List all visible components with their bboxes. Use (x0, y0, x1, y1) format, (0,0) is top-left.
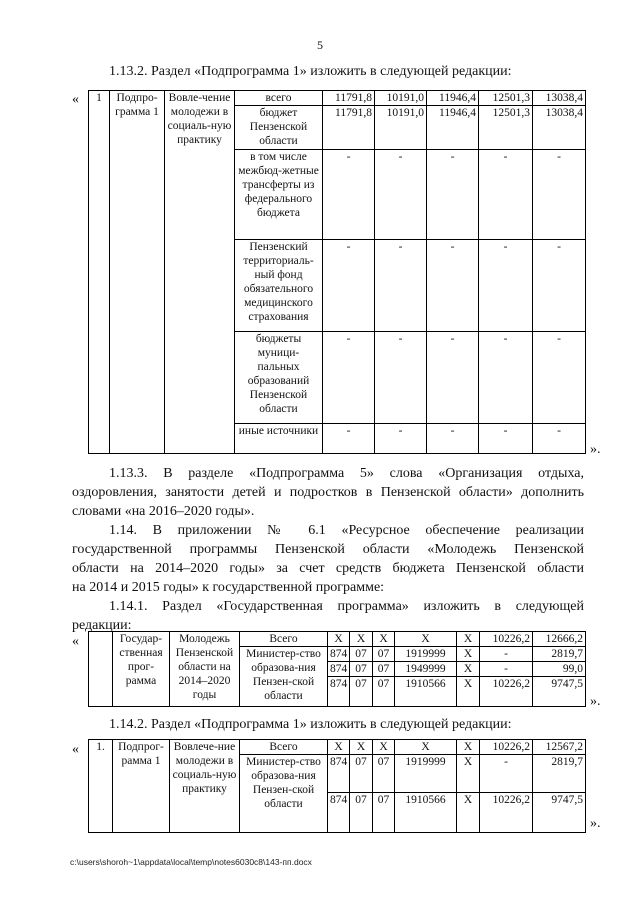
t2-cell: 2819,7 (533, 647, 586, 662)
t2-total-label: Всего (240, 632, 328, 647)
t2-cell: 10226,2 (480, 632, 533, 647)
t1-program-goal: Вовле-чение молодежи в социаль-ную практику (165, 91, 235, 454)
t2-cell: 12666,2 (533, 632, 586, 647)
t2-cell: 10226,2 (480, 677, 533, 707)
t3-cell: 2819,7 (533, 755, 586, 793)
t2-cell: 1949999 (395, 662, 457, 677)
close-quote-1: ». (590, 442, 601, 457)
t3-cell: 9747,5 (533, 793, 586, 833)
t1-value: 11791,8 (323, 91, 375, 106)
t2-cell: X (350, 632, 373, 647)
t1-label: иные источники (235, 424, 323, 454)
paragraph-1-14-line-3: области на 2014–2020 годы» за счет средств бюджета Пензенской области (72, 561, 584, 576)
t2-cell: 874 (328, 677, 350, 707)
subprogram-1-table (88, 90, 586, 454)
t3-cell: X (457, 755, 480, 793)
t1-value: - (375, 424, 427, 454)
t3-cell: 07 (373, 755, 395, 793)
t3-cell: X (350, 740, 373, 755)
t1-row-number: 1 (89, 91, 110, 454)
t3-cell: 10226,2 (480, 740, 533, 755)
t2-cell: 99,0 (533, 662, 586, 677)
paragraph-1-14-line-2: государственной программы Пензенской области «Молодежь Пензенской (72, 542, 584, 557)
t2-cell: 1910566 (395, 677, 457, 707)
t1-label: в том числе межбюд-жетные трансферты из федерального бюджета (235, 150, 323, 240)
t2-row-number (89, 632, 113, 707)
t1-label: Пензенский территориаль-ный фонд обязательного медицинского страхования (235, 240, 323, 332)
t2-cell: 07 (350, 662, 373, 677)
open-quote-2: « (72, 634, 79, 649)
t2-cell: - (480, 662, 533, 677)
t1-value: - (375, 332, 427, 424)
t2-cell: 07 (350, 677, 373, 707)
close-quote-2: ». (590, 694, 601, 709)
t2-cell: X (457, 632, 480, 647)
t1-value: - (533, 240, 586, 332)
t1-value: - (479, 332, 533, 424)
t1-value: - (427, 150, 479, 240)
t3-cell: 10226,2 (480, 793, 533, 833)
t1-value: - (427, 240, 479, 332)
t3-cell: 12567,2 (533, 740, 586, 755)
t1-value: - (323, 424, 375, 454)
t3-cell: 07 (350, 755, 373, 793)
t1-value: 11946,4 (427, 91, 479, 106)
paragraph-1-14-line-1: 1.14. В приложении № 6.1 «Ресурсное обеспечение реализации (109, 523, 584, 538)
t3-cell: 874 (328, 755, 350, 793)
t2-cell: X (457, 662, 480, 677)
state-program-table (88, 631, 586, 707)
close-quote-3: ». (590, 816, 601, 831)
t3-program-title: Вовлече-ние молодежи в социаль-ную практику (170, 740, 240, 833)
t2-cell: X (328, 632, 350, 647)
t1-label: всего (235, 91, 323, 106)
t1-label: бюджеты муници-пальных образований Пензенской области (235, 332, 323, 424)
file-path-footer: c:\users\shoroh~1\appdata\local\temp\notes6030c8\143-пп.docx (70, 857, 312, 867)
t3-cell: X (373, 740, 395, 755)
t3-cell: X (457, 793, 480, 833)
paragraph-1-14-1-line-2: редакции: (72, 618, 132, 633)
t1-value: - (479, 150, 533, 240)
paragraph-1-13-3-line-1: 1.13.3. В разделе «Подпрограмма 5» слова «Организация отдыха, (109, 466, 584, 481)
t3-cell: X (395, 740, 457, 755)
t1-value: 13038,4 (533, 106, 586, 150)
t1-value: - (375, 240, 427, 332)
t1-value: 12501,3 (479, 91, 533, 106)
t1-value: 11791,8 (323, 106, 375, 150)
t1-value: - (375, 150, 427, 240)
paragraph-1-13-3-line-2: оздоровления, занятости детей и подростков в Пензенской области» дополнить (72, 485, 584, 500)
t1-value: 11946,4 (427, 106, 479, 150)
t1-value: - (323, 332, 375, 424)
t2-cell: - (480, 647, 533, 662)
paragraph-1-14-1-line-1: 1.14.1. Раздел «Государственная программа» изложить в следующей (109, 599, 584, 614)
t1-value: - (533, 332, 586, 424)
t3-cell: 1919999 (395, 755, 457, 793)
t2-cell: X (395, 632, 457, 647)
t3-cell: - (480, 755, 533, 793)
paragraph-1-14-line-4: на 2014 и 2015 годы» к государственной программе: (72, 580, 385, 595)
t2-cell: 9747,5 (533, 677, 586, 707)
t2-cell: 874 (328, 647, 350, 662)
t3-cell: 07 (373, 793, 395, 833)
paragraph-1-14-2: 1.14.2. Раздел «Подпрограмма 1» изложить в следующей редакции: (109, 717, 512, 732)
t2-cell: 07 (373, 662, 395, 677)
t3-cell: 874 (328, 793, 350, 833)
t1-value: - (533, 424, 586, 454)
t2-cell: 1919999 (395, 647, 457, 662)
t3-cell: 07 (350, 793, 373, 833)
t1-value: - (533, 150, 586, 240)
paragraph-1-13-2: 1.13.2. Раздел «Подпрограмма 1» изложить в следующей редакции: (109, 64, 512, 79)
open-quote-3: « (72, 742, 79, 757)
t2-program-name: Государ-ственная прог-рамма (113, 632, 170, 707)
t1-value: - (427, 424, 479, 454)
paragraph-1-13-3-line-3: словами «на 2016–2020 годы». (72, 504, 255, 519)
t3-cell: X (328, 740, 350, 755)
t3-cell: X (457, 740, 480, 755)
t2-cell: 07 (350, 647, 373, 662)
page-number: 5 (317, 38, 323, 52)
t3-row-number: 1. (89, 740, 113, 833)
t1-value: - (323, 150, 375, 240)
t3-executor: Министер-ство образова-ния Пензен-ской области (240, 755, 328, 833)
t2-cell: 874 (328, 662, 350, 677)
t1-value: - (427, 332, 479, 424)
t1-program-name: Подпро-грамма 1 (110, 91, 165, 454)
t3-cell: 1910566 (395, 793, 457, 833)
t2-program-title: Молодежь Пензенской области на 2014–2020 годы (170, 632, 240, 707)
subprogram-1-resource-table (88, 739, 586, 833)
t1-value: 10191,0 (375, 91, 427, 106)
t2-cell: X (373, 632, 395, 647)
open-quote-1: « (72, 92, 79, 107)
t1-value: 12501,3 (479, 106, 533, 150)
t3-total-label: Всего (240, 740, 328, 755)
t2-cell: X (457, 647, 480, 662)
t3-program-name: Подпрог-рамма 1 (113, 740, 170, 833)
t2-cell: X (457, 677, 480, 707)
t1-value: - (479, 424, 533, 454)
t1-label: бюджет Пензенской области (235, 106, 323, 150)
t1-value: 10191,0 (375, 106, 427, 150)
t2-cell: 07 (373, 677, 395, 707)
t2-cell: 07 (373, 647, 395, 662)
t1-value: 13038,4 (533, 91, 586, 106)
t1-value: - (479, 240, 533, 332)
t1-value: - (323, 240, 375, 332)
t2-executor: Министер-ство образова-ния Пензен-ской области (240, 647, 328, 707)
